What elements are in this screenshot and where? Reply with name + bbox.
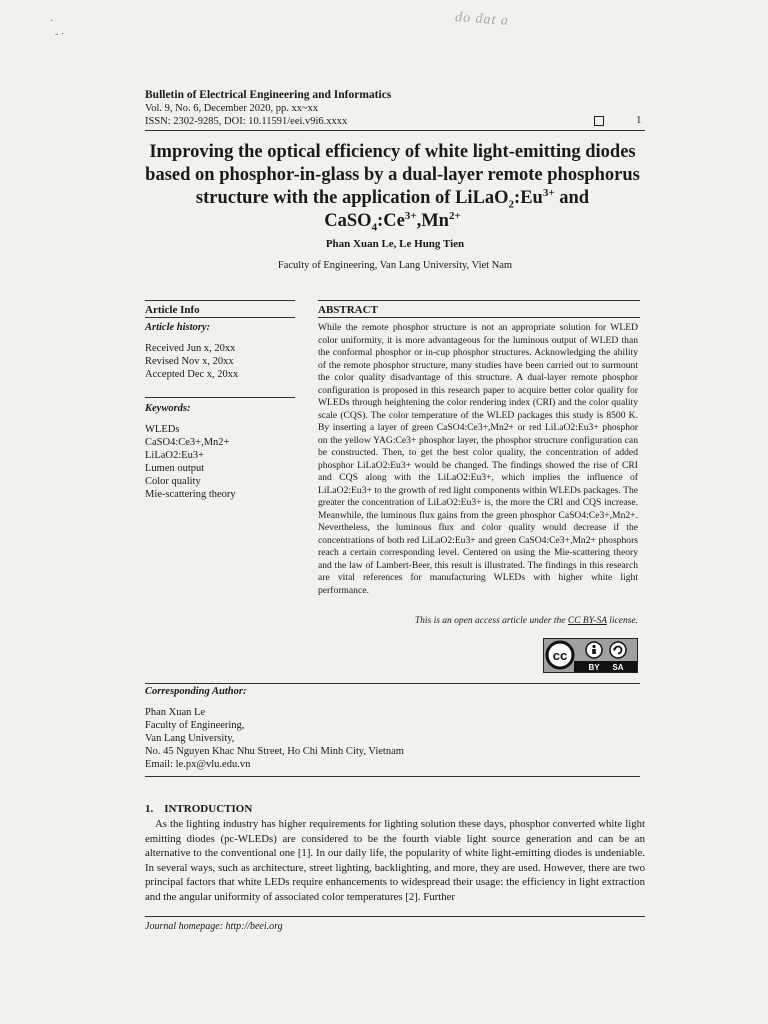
introduction-text: As the lighting industry has higher requirements for lighting solution these days, phosphor converted white light emitting diodes (pc-WLEDs) are considered to be the fourth viable light source generation and can be an alternative to the conventional one [1]. In our daily life, the popularity of white light-emitting diodes is undeniable. In several ways, such as architecture, street lighting, backlighting, and more, they are used. However, there are two principal factors that white LEDs require enhancements to widespread their usage: the efficiency in light extraction and the angular uniformity of associated color temperatures [2]. Further [145, 818, 645, 903]
corresponding-dept: Faculty of Engineering, [145, 720, 245, 731]
corresponding-heading: Corresponding Author: [145, 686, 247, 697]
abstract-heading: ABSTRACT [318, 304, 378, 316]
history-received: Received Jun x, 20xx [145, 343, 236, 354]
keyword-item: Lumen output [145, 463, 205, 474]
abstract-text: While the remote phosphor structure is not an appropriate solution for WLED color uniformity, it is more advantageous for the luminous output of WLED than the conformal phosphor or in-cup phosphor structures. Acknowledging the ability of the remote phosphor structure, many studies have been carried out to surmount the color quality disadvantage of this structure. A dual-layer remote phosphor configuration is proposed in this research paper to acquire better color quality for WLEDs through heightening the color rendering index (CRI) and the color quality scale (CQS). The color temperature of the WLED packages this study is 8500 K. By inserting a layer of green CaSO4:Ce3+,Mn2+ or red LiLaO2:Eu3+ phosphor on the yellow YAG:Ce3+ phosphor layer, the phosphor structure configuration can be constructed. Then, to get the best color quality, the concentration of added phosphor LiLaO2:Eu3+ would be changed. The findings showed the rise of CRI and CQS along with the LiLaO2:Eu3+, which implies the influence of LiLaO2:Eu3+ to the growth of red light components within WLEDs packages. The greater the concentration of LiLaO2:Eu3+ is, the more the CRI and CQS increase. Meanwhile, the luminous flux gains from the green phosphor CaSO4:Ce3+,Mn2+. Nevertheless, the luminous flux and color quality would decrease if the concentrations of both red LiLaO2:Eu3+ and green CaSO4:Ce3+,Mn2+ phosphors reach a certain corresponding level. Centered on using the Mie-scattering theory and the law of Lambert-Beer, this result is illustrated. The findings in this research are vital references for manufacturing WLEDs with higher white light performance. [318, 322, 638, 596]
article-history-heading: Article history: [145, 322, 211, 333]
history-accepted: Accepted Dec x, 20xx [145, 369, 239, 380]
keyword-item: WLEDs [145, 424, 180, 435]
article-info-rule [145, 317, 295, 318]
history-revised: Revised Nov x, 20xx [145, 356, 234, 367]
title-line-2: based on phosphor-in-glass by a dual-layer remote phosphorus [145, 165, 640, 185]
article-info-heading: Article Info [145, 304, 200, 316]
authors: Phan Xuan Le, Le Hung Tien [325, 238, 465, 250]
abstract-rule [318, 317, 640, 318]
corresponding-address: No. 45 Nguyen Khac Nhu Street, Ho Chi Minh City, Vietnam [145, 746, 404, 757]
footer-rule [145, 916, 645, 917]
article-info-top-rule [145, 300, 295, 301]
journal-homepage[interactable]: Journal homepage: http://beei.org [145, 921, 283, 932]
cc-sa-label: SA [612, 663, 624, 672]
corresponding-university: Van Lang University, [145, 733, 235, 744]
keyword-item: Mie-scattering theory [145, 489, 236, 500]
journal-issn: ISSN: 2302-9285, DOI: 10.11591/eei.v9i6.xxxx [145, 116, 348, 127]
journal-name: Bulletin of Electrical Engineering and Informatics [145, 89, 392, 101]
cc-by-label: BY [588, 663, 600, 672]
corresponding-name: Phan Xuan Le [145, 707, 206, 718]
keyword-item: LiLaO2:Eu3+ [145, 450, 204, 461]
keywords-heading: Keywords: [145, 403, 191, 414]
header-square-icon [594, 116, 604, 126]
header-rule [145, 130, 645, 131]
abstract-top-rule [318, 300, 640, 301]
cc-logo-text: cc [552, 648, 568, 663]
corresponding-bottom-rule [145, 776, 640, 777]
keyword-item: Color quality [145, 476, 201, 487]
title-line-1: Improving the optical efficiency of white light-emitting diodes [149, 142, 636, 162]
affiliation: Faculty of Engineering, Van Lang University, Viet Nam [277, 260, 513, 271]
handwritten-note: do dat a [454, 10, 510, 29]
page-number: 1 [636, 114, 642, 126]
corresponding-email[interactable]: Email: le.px@vlu.edu.vn [145, 759, 251, 770]
paper-title [130, 141, 655, 233]
keyword-item: CaSO4:Ce3+,Mn2+ [145, 437, 230, 448]
corresponding-rule [145, 683, 640, 684]
introduction-body [145, 817, 645, 904]
license-link[interactable]: CC BY-SA [567, 616, 607, 626]
keywords-rule [145, 397, 295, 398]
license-line: This is an open access article under the CC BY-SA license. [414, 616, 638, 626]
scan-specks: · - · [50, 16, 65, 40]
journal-volume: Vol. 9, No. 6, December 2020, pp. xx~xx [145, 103, 319, 114]
cc-by-sa-badge[interactable] [543, 638, 638, 673]
title-line-3: structure with the application of $LiLaO_2:Eu^{3+}$ and [195, 186, 590, 211]
introduction-heading: 1. INTRODUCTION [145, 803, 253, 815]
title-line-4: $CaSO_4:Ce^{3+},Mn^{2+}$ [324, 209, 461, 234]
